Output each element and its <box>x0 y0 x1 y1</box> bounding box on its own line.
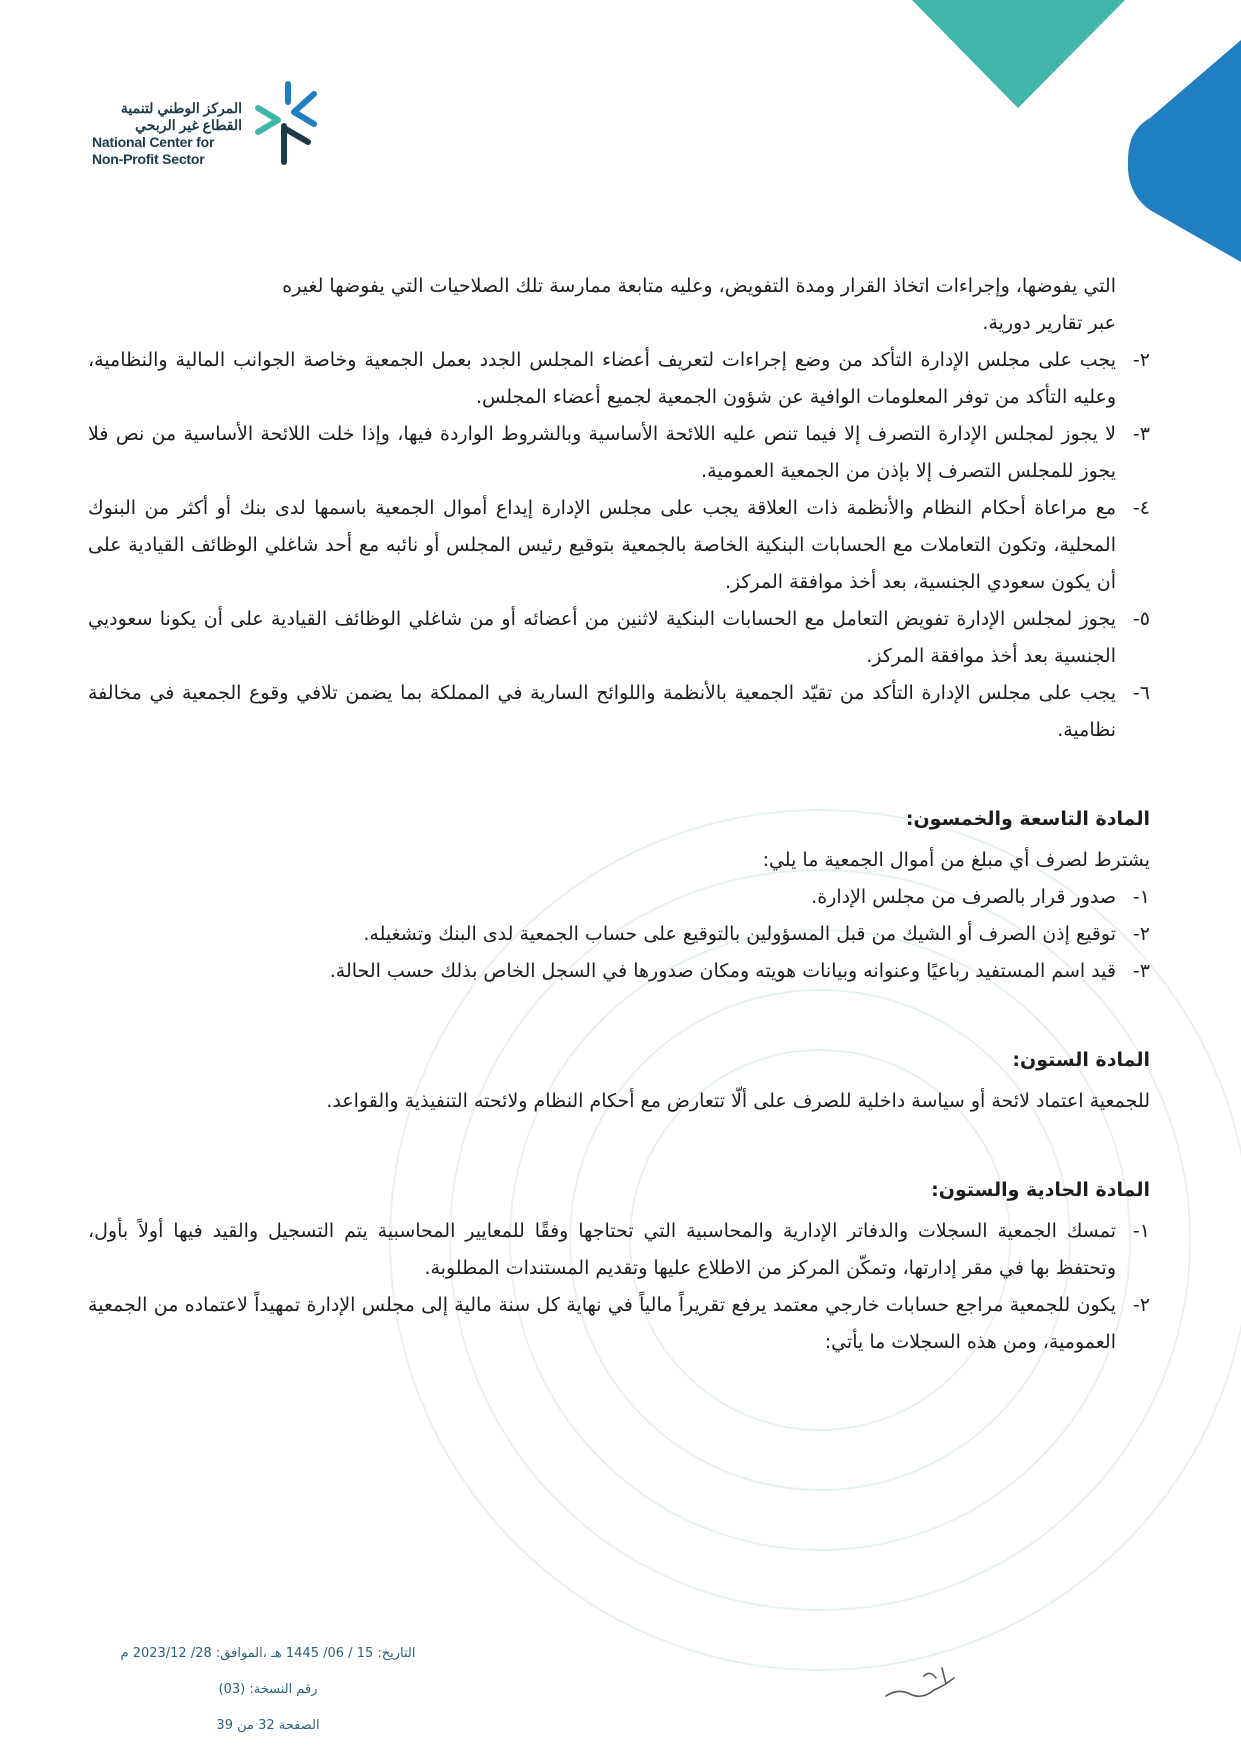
item-text: يجوز لمجلس الإدارة تفويض التعامل مع الحسابات البنكية لاثنين من أعضائه أو من شاغلي الوظائف القيادية على أن يكونا سعوديي الجنسية بعد أخذ موافقة المركز. <box>88 608 1116 667</box>
list-item <box>88 675 1150 749</box>
organization-logo <box>92 80 332 180</box>
logo-text <box>92 100 242 168</box>
top-teal-shape <box>912 0 1125 108</box>
item-text: مع مراعاة أحكام النظام والأنظمة ذات العلاقة يجب على مجلس الإدارة إيداع أموال الجمعية باسمها لدى بنك أو أكثر من البنوك المحلية، وتكون التعاملات مع الحسابات البنكية الخاصة بالجمعية بتوقيع رئيس المجلس أو نائبه مع أحد شاغلي الوظائف القيادية على أن يكون سعودي الجنسية، بعد أخذ موافقة المركز. <box>88 497 1116 593</box>
item-text: توقيع إذن الصرف أو الشيك من قبل المسؤولين بالتوقيع على حساب الجمعية لدى البنك وتشغيله. <box>363 923 1116 945</box>
article-60-heading: المادة الستون: <box>1012 1049 1150 1071</box>
list-item <box>88 342 1150 416</box>
continuation-line: عبر تقارير دورية. <box>982 312 1116 334</box>
item-text: يجب على مجلس الإدارة التأكد من وضع إجراءات لتعريف أعضاء المجلس الجدد بعمل الجمعية وخاصة الجوانب المالية والنظامية، وعليه التأكد من توفر المعلومات الوافية عن شؤون الجمعية لجميع أعضاء المجلس. <box>88 349 1116 408</box>
footer-page-number: الصفحة 32 من 39 <box>216 1718 320 1733</box>
item-text: قيد اسم المستفيد رباعيًا وعنوانه وبيانات هويته ومكان صدورها في السجل الخاص بذلك حسب الحالة. <box>329 960 1116 982</box>
list-item <box>88 601 1150 675</box>
article-60-text: للجمعية اعتماد لائحة أو سياسة داخلية للصرف على ألّا تتعارض مع أحكام النظام ولائحته التنفيذية والقواعد. <box>326 1090 1150 1112</box>
item-number: ١- <box>1132 886 1150 908</box>
list-item <box>88 879 1150 916</box>
footer-date: التاريخ: 15 / 06/ 1445 هـ ،الموافق: 28/ 2023/12 م <box>120 1646 416 1661</box>
item-number: ٥- <box>1132 608 1150 630</box>
list-item <box>88 416 1150 490</box>
logo-english-line2: Non-Profit Sector <box>92 151 205 167</box>
list-item <box>88 1213 1150 1287</box>
list-item <box>88 490 1150 601</box>
list-item <box>88 953 1150 990</box>
signature-image <box>880 1658 970 1708</box>
logo-mark-icon <box>250 80 320 180</box>
item-number: ٤- <box>1132 497 1150 519</box>
document-body <box>88 268 1150 1361</box>
logo-arabic-line1: المركز الوطني لتنمية <box>120 100 242 116</box>
item-text: لا يجوز لمجلس الإدارة التصرف إلا فيما تنص عليه اللائحة الأساسية وبالشروط الواردة فيها، وإذا خلت اللائحة الأساسية من نص فلا يجوز للمجلس التصرف إلا بإذن من الجمعية العمومية. <box>88 423 1116 482</box>
item-number: ٢- <box>1132 1294 1150 1316</box>
item-number: ١- <box>1132 1220 1150 1242</box>
footer-version: رقم النسخة: (03) <box>218 1682 318 1697</box>
article-61-heading: المادة الحادية والستون: <box>931 1179 1150 1201</box>
logo-english-line1: National Center for <box>92 134 215 150</box>
item-text: يكون للجمعية مراجع حسابات خارجي معتمد يرفع تقريراً مالياً في نهاية كل سنة مالية إلى مجلس الإدارة تمهيداً لاعتماده من الجمعية العمومية، ومن هذه السجلات ما يأتي: <box>88 1294 1116 1353</box>
item-text: يجب على مجلس الإدارة التأكد من تقيّد الجمعية بالأنظمة واللوائح السارية في المملكة بما يضمن تلافي وقوع الجمعية في مخالفة نظامية. <box>88 682 1116 741</box>
item-number: ٢- <box>1132 923 1150 945</box>
list-item <box>88 1287 1150 1361</box>
article-59-heading: المادة التاسعة والخمسون: <box>905 808 1150 830</box>
item-number: ٦- <box>1132 682 1150 704</box>
right-blue-shape <box>1128 40 1241 262</box>
item-number: ٣- <box>1132 423 1150 445</box>
continuation-line: التي يفوضها، وإجراءات اتخاذ القرار ومدة التفويض، وعليه متابعة ممارسة تلك الصلاحيات التي يفوضها لغيره <box>282 275 1116 297</box>
page-footer <box>98 1636 438 1744</box>
item-number: ٢- <box>1132 349 1150 371</box>
item-text: تمسك الجمعية السجلات والدفاتر الإدارية والمحاسبية التي تحتاجها وفقًا للمعايير المحاسبية يتم التسجيل والقيد فيها أولاً بأول، وتحتفظ بها في مقر إدارتها، وتمكّن المركز من الاطلاع عليها وتقديم المستندات المطلوبة. <box>88 1220 1116 1279</box>
article-59-intro: يشترط لصرف أي مبلغ من أموال الجمعية ما يلي: <box>762 849 1150 871</box>
list-item <box>88 916 1150 953</box>
item-number: ٣- <box>1132 960 1150 982</box>
item-text: صدور قرار بالصرف من مجلس الإدارة. <box>811 886 1116 908</box>
logo-arabic-line2: القطاع غير الربحي <box>135 117 242 133</box>
